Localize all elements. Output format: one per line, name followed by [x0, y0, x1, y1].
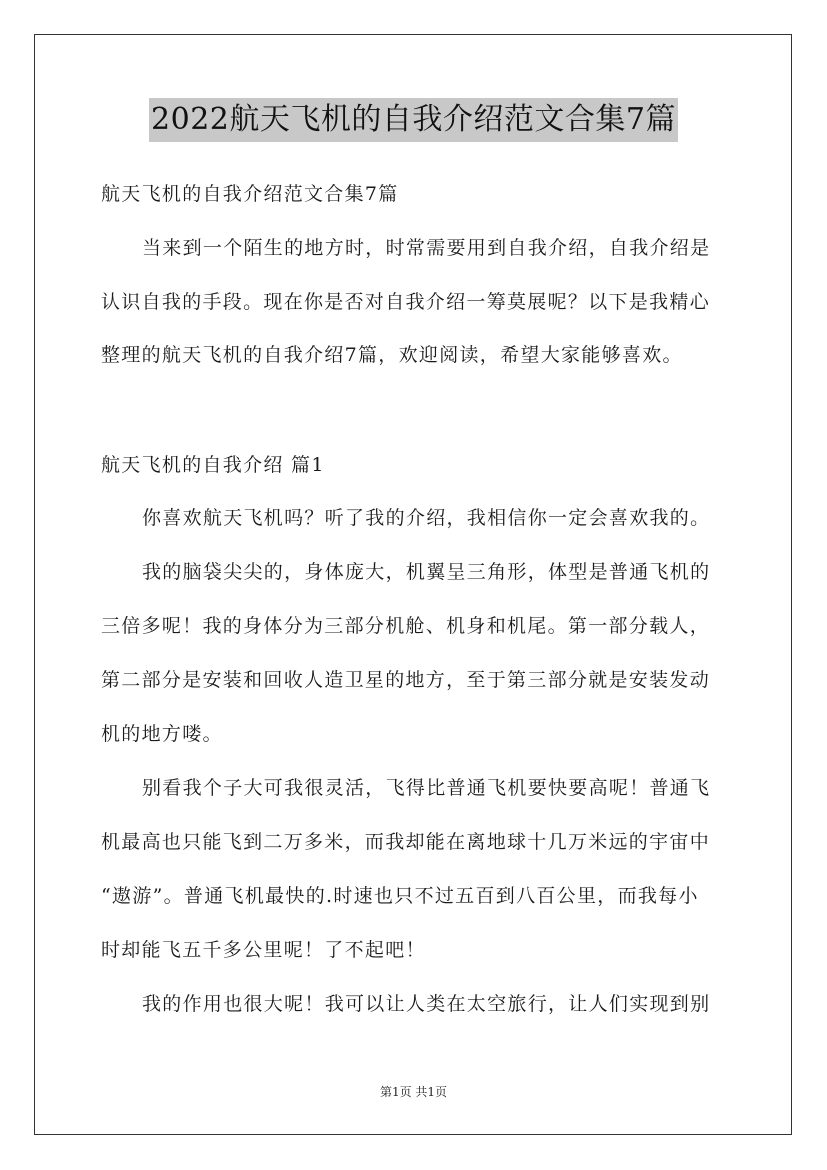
text-line: 我的脑袋尖尖的，身体庞大，机翼呈三角形，体型是普通飞机的 [142, 561, 711, 583]
text-line: 认识自我的手段。现在你是否对自我介绍一筹莫展呢？以下是我精心 [101, 291, 711, 313]
text-line: 机最高也只能飞到二万多米，而我却能在离地球十几万米远的宇宙中 [101, 831, 711, 853]
title-container [0, 98, 827, 142]
text-line: 我的作用也很大呢！我可以让人类在太空旅行，让人们实现到别 [142, 993, 711, 1015]
text-line: 机的地方喽。 [101, 723, 223, 745]
text-line: 时却能飞五千多公里呢！了不起吧！ [101, 939, 426, 961]
subtitle-line: 航天飞机的自我介绍范文合集7篇 [101, 183, 399, 205]
text-line: 三倍多呢！我的身体分为三部分机舱、机身和机尾。第一部分载人， [101, 615, 711, 637]
text-line: 第二部分是安装和回收人造卫星的地方，至于第三部分就是安装发动 [101, 669, 711, 691]
text-line: 当来到一个陌生的地方时，时常需要用到自我介绍，自我介绍是 [142, 237, 711, 259]
text-line: 你喜欢航天飞机吗？听了我的介绍，我相信你一定会喜欢我的。 [142, 507, 711, 529]
text-line: “遨游”。普通飞机最快的.时速也只不过五百到八百公里，而我每小 [101, 885, 699, 907]
page-footer: 第1页 共1页 [379, 1085, 448, 1099]
text-line: 别看我个子大可我很灵活，飞得比普通飞机要快要高呢！普通飞 [142, 777, 711, 799]
text-line: 整理的航天飞机的自我介绍7篇，欢迎阅读，希望大家能够喜欢。 [101, 344, 683, 366]
document-title: 2022航天飞机的自我介绍范文合集7篇 [149, 98, 678, 142]
section-heading: 航天飞机的自我介绍 篇1 [101, 454, 325, 476]
